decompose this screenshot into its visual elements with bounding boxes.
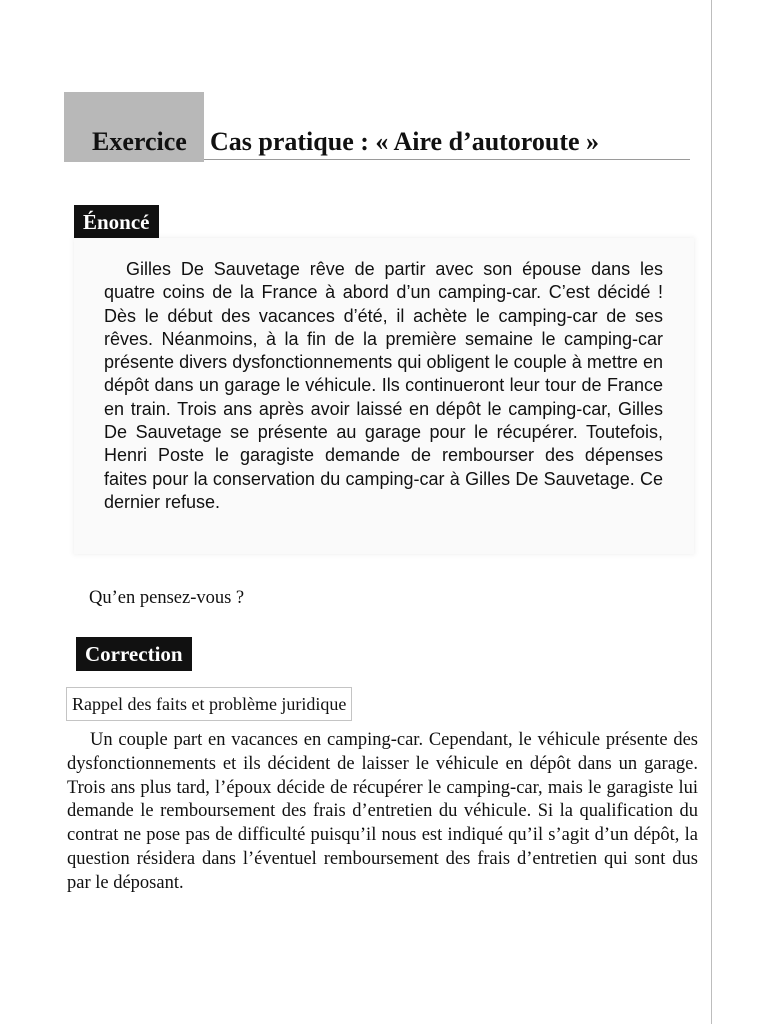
statement-box — [74, 238, 694, 554]
correction-paragraph: Un couple part en vacances en camping-car. Cependant, le véhicule présente des dysfonctionnements et ils décident de laisser le véhicule en dépôt dans un garage. Trois ans plus tard, l’époux décide de récupérer le camping-car, mais le garagiste lui demande le remboursement des frais d’entretien du véhicule. Si la qualification du contrat ne pose pas de difficulté puisqu’il nous est indiqué qu’il s’agit d’un dépôt, la question résidera dans l’éventuel remboursement des frais d’entretien qui sont dus par le déposant. — [67, 730, 698, 893]
question-text: Qu’en pensez-vous ? — [89, 588, 245, 608]
page-edge-divider — [711, 0, 712, 1024]
section-tag-correction: Correction — [76, 637, 192, 671]
statement-text: Gilles De Sauvetage rêve de partir avec son épouse dans les quatre coins de la France à abord d’un camping-car. C’est décidé ! Dès le début des vacances d’été, il achète le camping-car de ses rêves. Néanmoins, à la fin de la première semaine le camping-car présente divers dysfonctionnements qui obligent le couple à mettre en dépôt dans un garage le véhicule. Ils continueront leur tour de France en train. Trois ans après avoir laissé en dépôt le camping-car, Gilles De Sauvetage se présente au garage pour le récupérer. Toutefois, Henri Poste le garagiste demande de rembourser des dépenses faites pour la conservation du camping-car à Gilles De Sauvetage. Ce dernier refuse. — [104, 259, 663, 512]
exercise-header — [64, 92, 690, 162]
title-underline — [204, 159, 690, 160]
exercise-label: Exercice — [92, 127, 187, 156]
subheading-facts: Rappel des faits et problème juridique — [66, 687, 352, 721]
section-tag-enonce: Énoncé — [74, 205, 159, 239]
exercise-title: Cas pratique : « Aire d’autoroute » — [210, 127, 600, 156]
